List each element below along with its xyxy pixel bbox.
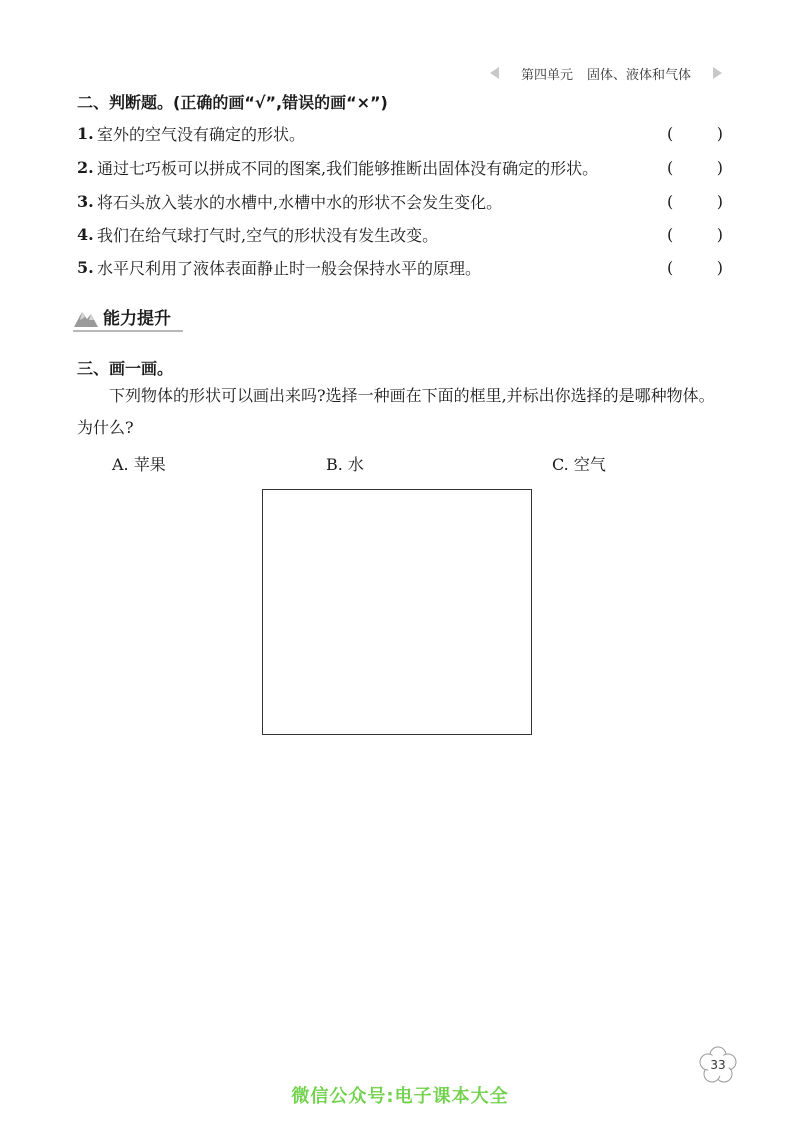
question-row — [77, 189, 723, 213]
answer-blank[interactable] — [667, 258, 723, 277]
question-text: 水平尺利用了液体表面静止时一般会保持水平的原理。 — [97, 258, 482, 278]
question-row — [77, 155, 723, 179]
choice-a: A. 苹果 — [112, 455, 166, 474]
question-text: 将石头放入装水的水槽中,水槽中水的形状不会发生变化。 — [97, 192, 503, 212]
question-number: 5. — [77, 257, 94, 277]
question-row — [77, 222, 723, 246]
question-number: 4. — [77, 224, 94, 244]
question-text: 我们在给气球打气时,空气的形状没有发生改变。 — [97, 225, 439, 245]
page-number: 33 — [710, 1058, 726, 1072]
answer-blank[interactable] — [667, 158, 723, 177]
choice-c: C. 空气 — [552, 455, 606, 474]
left-paren: ( — [667, 123, 674, 143]
answer-blank[interactable] — [667, 124, 723, 143]
header-unit: 第四单元 — [520, 67, 573, 83]
drawing-box[interactable] — [262, 489, 532, 735]
right-paren: ) — [716, 224, 723, 244]
right-paren: ) — [716, 157, 723, 177]
running-header — [490, 62, 722, 84]
question-row — [77, 121, 723, 145]
badge-label: 能力提升 — [103, 309, 171, 329]
choice-b: B. 水 — [326, 455, 364, 474]
question-number: 2. — [77, 157, 94, 177]
section3-title: 三、画一画。 — [77, 359, 174, 378]
right-paren: ) — [716, 191, 723, 211]
answer-blank[interactable] — [667, 225, 723, 244]
section3-instruction: 下列物体的形状可以画出来吗?选择一种画在下面的框里,并标出你选择的是哪种物体。为什么? — [77, 386, 715, 437]
badge-underline — [73, 330, 183, 332]
watermark: 微信公众号:电子课本大全 — [291, 1086, 509, 1107]
right-paren: ) — [716, 257, 723, 277]
answer-blank[interactable] — [667, 192, 723, 211]
page-number-badge — [698, 1046, 738, 1084]
mountain-icon — [73, 306, 99, 328]
header-triangle-left-icon — [490, 67, 499, 79]
left-paren: ( — [667, 224, 674, 244]
left-paren: ( — [667, 257, 674, 277]
right-paren: ) — [716, 123, 723, 143]
question-row — [77, 255, 723, 279]
question-text: 通过七巧板可以拼成不同的图案,我们能够推断出固体没有确定的形状。 — [97, 158, 599, 178]
header-triangle-right-icon — [713, 67, 722, 79]
header-title: 固体、液体和气体 — [586, 67, 691, 83]
section-badge — [73, 304, 171, 329]
section2-title: 二、判断题。(正确的画“√”,错误的画“×”) — [77, 93, 388, 112]
question-number: 3. — [77, 191, 94, 211]
question-text: 室外的空气没有确定的形状。 — [97, 124, 306, 144]
left-paren: ( — [667, 191, 674, 211]
question-number: 1. — [77, 123, 94, 143]
left-paren: ( — [667, 157, 674, 177]
